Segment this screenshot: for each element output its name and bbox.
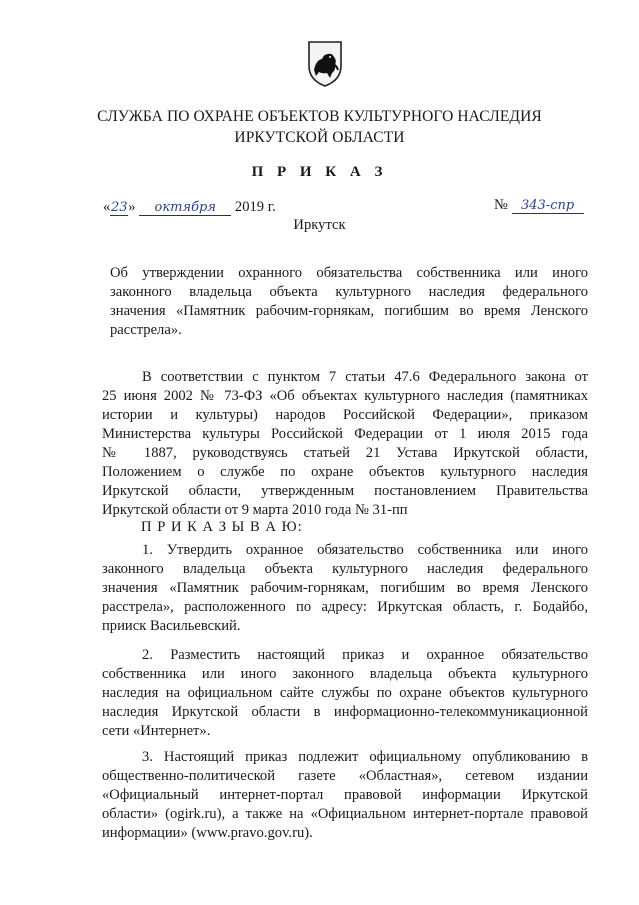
date-open-quote: « <box>103 199 111 215</box>
item-line: прииск Васильевский. <box>102 618 241 634</box>
document-city: Иркутск <box>293 217 346 233</box>
item-line: сети «Интернет». <box>102 723 211 739</box>
item-line: значения «Памятник рабочим-горнякам, погибшим во время Ленского <box>102 580 588 596</box>
irkutsk-coat-of-arms-icon <box>306 40 344 88</box>
number-prefix: № <box>494 197 508 213</box>
document-number <box>494 197 584 214</box>
item-line: «Официальный интернет-портал правовой информации Иркутской <box>102 787 588 803</box>
preamble-line: 25 июня 2002 № 73-ФЗ «Об объектах культурного наследия (памятниках <box>102 388 588 404</box>
item-line: собственника или иного законного владельца объекта культурного <box>102 666 588 682</box>
preamble-line: Министерства культуры Российской Федерации от 1 июля 2015 года <box>102 426 588 442</box>
agency-name-line-2: ИРКУТСКОЙ ОБЛАСТИ <box>234 129 405 146</box>
agency-name-line-1: СЛУЖБА ПО ОХРАНЕ ОБЪЕКТОВ КУЛЬТУРНОГО НАСЛЕДИЯ <box>97 108 542 125</box>
subject-line: расстрела». <box>110 322 182 338</box>
item-line: 2. Разместить настоящий приказ и охранное обязательство <box>142 647 588 663</box>
coat-of-arms-emblem <box>306 40 344 88</box>
date-year: 2019 г. <box>234 199 276 215</box>
preamble-line: Иркутской области от 9 марта 2010 года № 31-пп <box>102 502 408 518</box>
subject-line: законного владельца объекта культурного наследия федерального <box>110 284 588 300</box>
document-type-title: П Р И К А З <box>251 164 388 180</box>
preamble-line: В соответствии с пунктом 7 статьи 47.6 Федерального закона от <box>142 369 588 385</box>
item-line: общественно-политической газете «Областная», сетевом издании <box>102 768 588 784</box>
subject-line: значения «Памятник рабочим-горнякам, погибшим во время Ленского <box>110 303 588 319</box>
item-line: законного владельца объекта культурного наследия федерального <box>102 561 588 577</box>
item-line: 3. Настоящий приказ подлежит официальному опубликованию в <box>142 749 588 765</box>
order-heading: П Р И К А З Ы В А Ю: <box>141 519 303 535</box>
preamble-line: № 1887, руководствуясь статьей 21 Устава Иркутской области, <box>102 445 588 461</box>
item-line: 1. Утвердить охранное обязательство собственника или иного <box>142 542 588 558</box>
preamble-line: истории и культуры) народов Российской Федерации», приказом <box>102 407 588 423</box>
subject-line: Об утверждении охранного обязательства собственника или иного <box>110 265 588 281</box>
item-line: наследия на официальном сайте службы по охране объектов культурного <box>102 685 588 701</box>
item-line: наследия Иркутской области в информационно-телекоммуникационной <box>102 704 588 720</box>
date-close-quote: » <box>128 199 136 215</box>
preamble-line: Иркутской области, утвержденным постановлением Правительства <box>102 483 588 499</box>
item-line: информации» (www.pravo.gov.ru). <box>102 825 313 841</box>
preamble-line: Положением о службе по охране объектов культурного наследия <box>102 464 588 480</box>
item-line: области» (ogirk.ru), а также на «Официальном интернет-портале правовой <box>102 806 588 822</box>
document-date <box>103 199 276 216</box>
date-day: 23 <box>111 200 128 215</box>
item-line: расстрела», расположенного по адресу: Иркутская область, г. Бодайбо, <box>102 599 588 615</box>
date-month: октября <box>139 200 231 216</box>
number-value: 343-спр <box>512 198 584 214</box>
